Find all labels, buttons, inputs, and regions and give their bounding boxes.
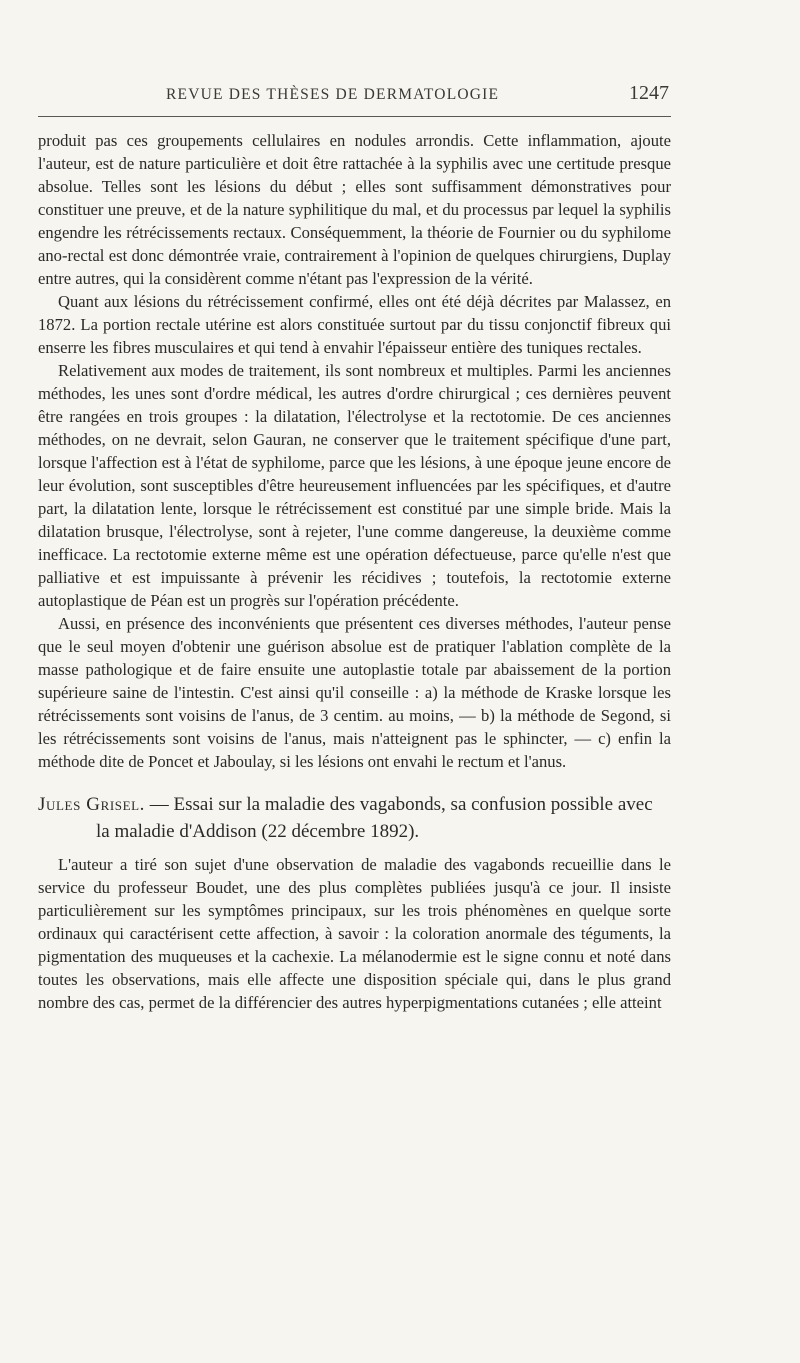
running-title: REVUE DES THÈSES DE DERMATOLOGIE xyxy=(166,86,500,103)
paragraph-continuation: produit pas ces groupements cellulaires en nodules arrondis. Cette inflammation, ajoute l'auteur, est de nature particulière et doit être rattachée à la syphilis avec une certitude presque absolue. Telles sont les lésions du début ; elles sont suffisamment démonstratives pour constituer une preuve, et de la nature syphilitique du mal, et du processus par lequel la syphilis engendre les rétrécissements rectaux. Conséquemment, la théorie de Fournier ou du syphilome ano-rectal est donc démontrée vraie, contrairement à l'opinion de quelques chirurgiens, Duplay entre autres, qui la considèrent comme n'étant pas l'expression de la vérité. xyxy=(38,131,671,288)
paragraph-treatment: Relativement aux modes de traitement, ils sont nombreux et multiples. Parmi les anciennes méthodes, les unes sont d'ordre médical, les autres d'ordre chirurgical ; ces dernières peuvent être rangées en trois groupes : la dilatation, l'électrolyse et la rectotomie. De ces anciennes méthodes, on ne devrait, selon Gauran, ne conserver que le traitement spécifique d'une part, lorsque l'affection est à l'état de syphilome, parce que les lésions, à une époque jeune encore de leur évolution, sont susceptibles d'être heureusement influencées par les spécifiques, et d'autre part, la dilatation lente, lorsque le rétrécissement est constitué par une simple bride. Mais la dilatation brusque, l'électrolyse, sont à rejeter, l'une comme dangereuse, la deuxième comme inefficace. La rectotomie externe même est une opération défectueuse, parce qu'elle n'est que palliative et est impuissante à prévenir les récidives ; toutefois, la rectotomie externe autoplastique de Péan est un progrès sur l'opération précédente. xyxy=(38,361,671,610)
book-page xyxy=(38,82,671,1014)
paragraph-conclusion: Aussi, en présence des inconvénients que présentent ces diverses méthodes, l'auteur pense que le seul moyen d'obtenir une guérison absolue est de pratiquer l'ablation complète de la masse pathologique et de faire ensuite une autoplastie totale par abaissement de la portion supérieure saine de l'intestin. C'est ainsi qu'il conseille : a) la méthode de Kraske lorsque les rétrécissements sont voisins de l'anus, de 3 centim. au moins, — b) la méthode de Segond, si les rétrécissements sont voisins de l'anus, mais n'atteignent pas le sphincter, — c) enfin la méthode dite de Poncet et Jaboulay, si les lésions ont envahi le rectum et l'anus. xyxy=(38,614,671,771)
entry-author: Jules Grisel. xyxy=(38,794,146,815)
thesis-entry-heading xyxy=(38,791,671,845)
running-header xyxy=(38,82,671,117)
paragraph-entry-summary: L'auteur a tiré son sujet d'une observation de maladie des vagabonds recueillie dans le service du professeur Boudet, une des plus complètes publiées jusqu'à ce jour. Il insiste particulièrement sur les symptômes principaux, sur les trois phénomènes en quelque sorte ordinaux qui caractérisent cette affection, à savoir : la coloration anormale des téguments, la pigmentation des muqueuses et la cachexie. La mélanodermie est le signe connu et noté dans toutes les observations, mais elle affecte une disposition spéciale qui, dans le plus grand nombre des cas, permet de la différencier des autres hyperpigmentations cutanées ; elle atteint xyxy=(38,855,671,1012)
page-content xyxy=(38,129,671,1014)
entry-title: — Essai sur la maladie des vagabonds, sa confusion possible avec la maladie d'Addison (22 décembre 1892). xyxy=(96,794,653,842)
paragraph-lesions: Quant aux lésions du rétrécissement confirmé, elles ont été déjà décrites par Malassez, en 1872. La portion rectale utérine est alors constituée surtout par du tissu conjonctif fibreux qui enserre les fibres musculaires et qui tend à envahir l'épaisseur entière des tuniques rectales. xyxy=(38,292,671,357)
page-number: 1247 xyxy=(629,82,669,104)
